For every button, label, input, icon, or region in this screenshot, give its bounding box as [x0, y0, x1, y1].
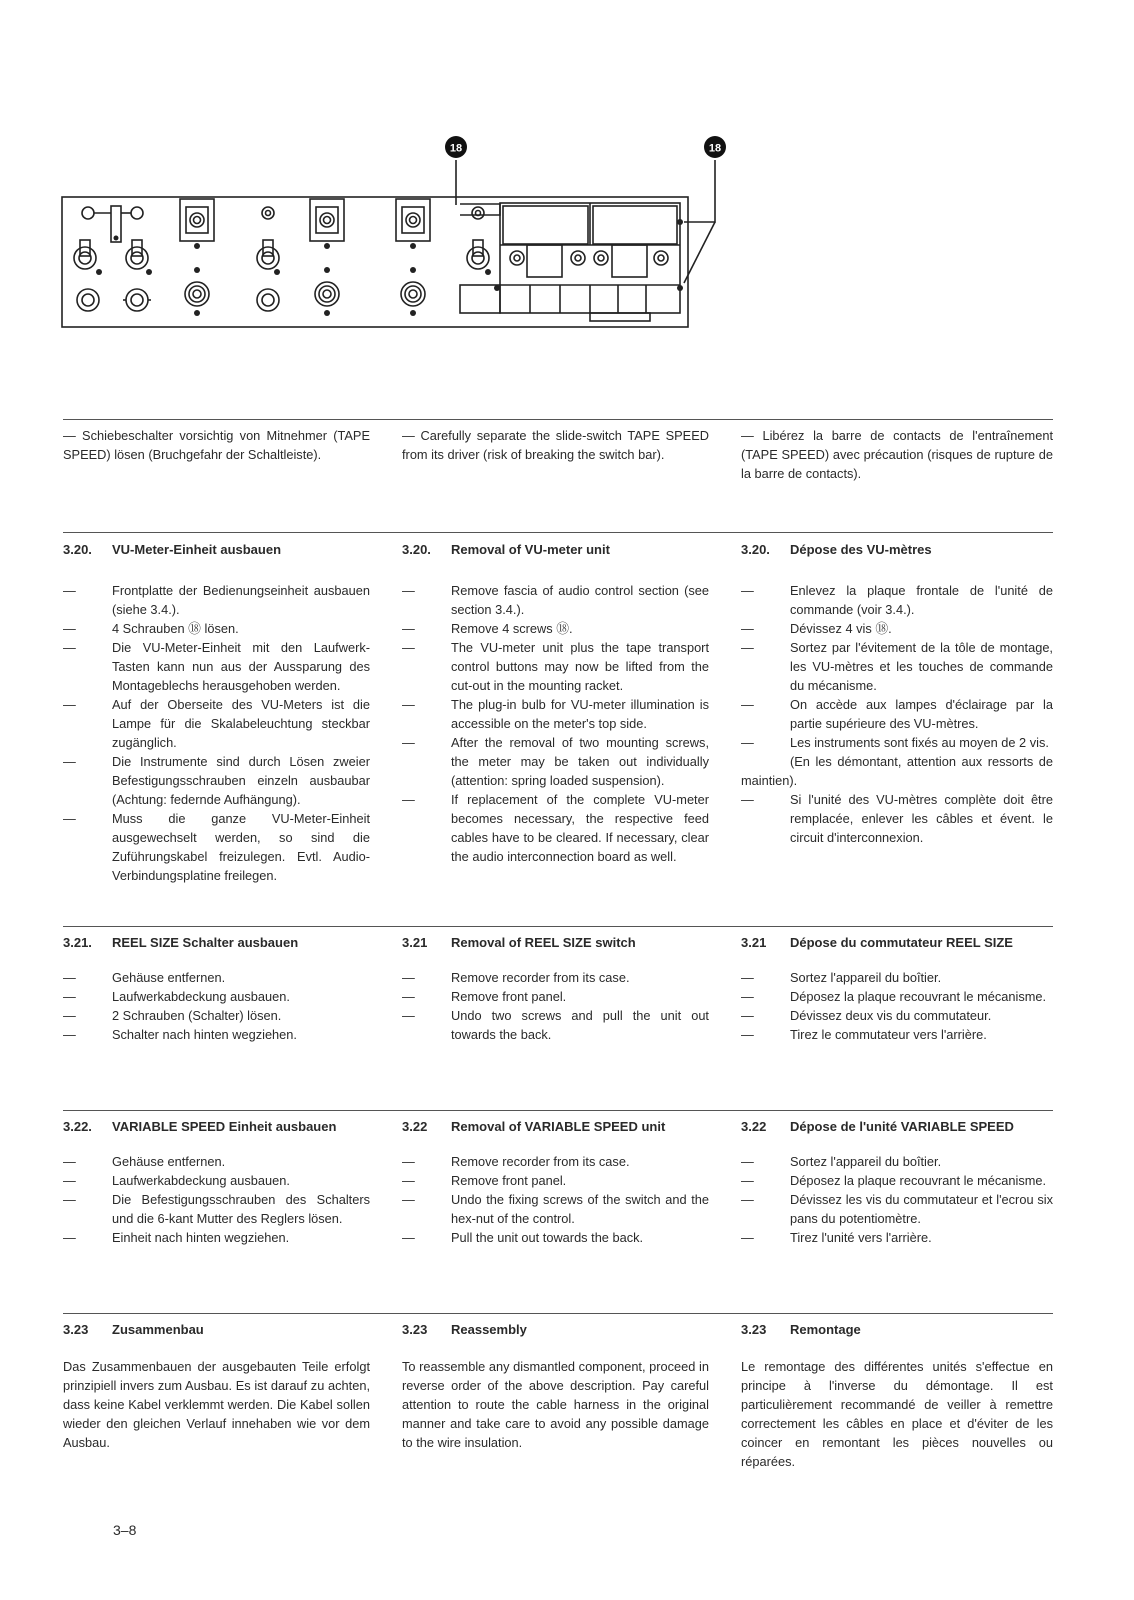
section-title: Removal of VU-meter unit [451, 542, 610, 557]
toggle-switch [126, 240, 148, 269]
section-title: VU-Meter-Einheit ausbauen [112, 542, 282, 557]
panel-outline [62, 197, 688, 327]
callout-18-left [445, 136, 467, 158]
divider [63, 1110, 1053, 1111]
intro-en: — Carefully separate the slide-switch TAPE SPEED from its driver (risk of breaking the switch bar). [402, 428, 709, 462]
note: (En les démontant, attention aux ressorts de maintien). [741, 754, 1053, 788]
intro-de: — Schiebeschalter vorsichtig von Mitnehmer (TAPE SPEED) lösen (Bruchgefahr der Schaltleiste). [63, 428, 370, 462]
section-text: To reassemble any dismantled component, proceed in reverse order of the above description. Pay careful attention to route the cable harness in the original manner and take care to avoid any possible damage to the wire insulation. [402, 1359, 709, 1450]
toggle-switch [467, 240, 489, 269]
section-title: Remontage [790, 1322, 861, 1337]
divider [63, 1313, 1053, 1314]
connector-socket [310, 199, 344, 241]
intro-section [63, 426, 1053, 483]
jack [185, 282, 209, 306]
callout-18-right [704, 136, 726, 158]
page-number: 3–8 [113, 1522, 137, 1538]
section-text: Le remontage des différentes unités s'effectue en principe à l'inverse du démontage. Il est particulièrement recommandé de veiller à remettre correctement les câbles en place et d'éviter de les coincer en remontant les pièces nouvelles ou réparées. [741, 1359, 1053, 1469]
section-3-22-en: 3.22 Removal of VARIABLE SPEED unit — Remove recorder from its case. — Remove front panel. — Undo the fixing screws of the switch and the hex-nut of the control. — Pull the unit out towards the back. [402, 1119, 709, 1245]
section-title: Dépose de l'unité VARIABLE SPEED [790, 1119, 1014, 1134]
divider [63, 532, 1053, 533]
intro-fr: — Libérez la barre de contacts de l'entraînement (TAPE SPEED) avec précaution (risques de rupture de la barre de contacts). [741, 428, 1053, 481]
connector-socket [396, 199, 430, 241]
section-title: VARIABLE SPEED Einheit ausbauen [112, 1119, 337, 1134]
section-3-21-en: 3.21 Removal of REEL SIZE switch — Remove recorder from its case. — Remove front panel. — Undo two screws and pull the unit out towards the back. [402, 935, 709, 1042]
section-3-21-de: 3.21. REEL SIZE Schalter ausbauen — Gehäuse entfernen. — Laufwerkabdeckung ausbauen. — 2 Schrauben (Schalter) lösen. — Schalter nach hinten wegziehen. [63, 935, 299, 1042]
panel-drawing [0, 0, 1134, 400]
divider [63, 926, 1053, 927]
section-title: Dépose du commutateur REEL SIZE [790, 935, 1013, 950]
jack [77, 289, 99, 311]
section-3-23 [63, 1320, 1053, 1471]
jack [315, 282, 339, 306]
jack [257, 289, 279, 311]
connector-socket [180, 199, 214, 241]
section-3-22-fr: 3.22 Dépose de l'unité VARIABLE SPEED — Sortez l'appareil du boîtier. — Déposez la plaque recouvrant le mécanisme. — Dévissez les vis du commutateur et l'ecrou six pans du potentiomètre. — Tirez l'unité vers l'arrière. [741, 1119, 1053, 1245]
section-3-23-fr: 3.23 Remontage Le remontage des différentes unités s'effectue en principe à l'inverse du démontage. Il est particulièrement recommandé de veiller à remettre correctement les câbles en place et d'éviter de les coincer en remontant les pièces nouvelles ou réparées. [741, 1322, 1053, 1469]
section-3-20-fr: 3.20. Dépose des VU-mètres — Enlevez la plaque frontale de l'unité de commande (voir 3.4.). — Dévissez 4 vis ⑱. — Sortez par l'évitement de la tôle de montage, les VU-mètres et les touches de commande du mécanisme. — On accède aux lampes d'éclairage par la partie supérieure des VU-mètres. — Les instruments sont fixés au moyen de 2 vis. (En les démontant, attention aux ressorts de maintien). — Si l'unité des VU-mètres complète doit être remplacée, enlever les câbles et évent. le circuit d'interconnexion. [741, 542, 1053, 845]
toggle-switch [257, 240, 279, 269]
toggle-switch [74, 240, 96, 269]
section-title: Zusammenbau [112, 1322, 204, 1337]
section-3-23-en: 3.23 Reassembly To reassemble any dismantled component, proceed in reverse order of the above description. Pay careful attention to route the cable harness in the original manner and take care to avoid any possible damage to the wire insulation. [402, 1322, 709, 1450]
lamp-circle [82, 207, 94, 219]
jack [401, 282, 425, 306]
section-title: Removal of VARIABLE SPEED unit [451, 1119, 666, 1134]
section-3-21 [63, 933, 1053, 1044]
section-3-20-en: 3.20. Removal of VU-meter unit — Remove fascia of audio control section (see section 3.4.). — Remove 4 screws ⑱. — The VU-meter unit plus the tape transport control buttons may now be lifted from the cut-out in the mounting racket. — The plug-in bulb for VU-meter illumination is accessible on the meter's top side. — After the removal of two mounting screws, the meter may be taken out individually (attention: spring loaded suspension). — If replacement of the complete VU-meter becomes necessary, the respective feed cables have to be cleared. If necessary, clear the audio interconnection board as well. [402, 542, 709, 864]
jack [123, 289, 151, 311]
svg-text:18: 18 [708, 142, 722, 155]
section-3-20-de: 3.20. VU-Meter-Einheit ausbauen — Frontplatte der Bedienungseinheit ausbauen (siehe 3.4.). — 4 Schrauben ⑱ lösen. — Die VU-Meter-Einheit mit den Laufwerk-Tasten kann nun aus der Aussparung des Montageblechs herausgehoben werden. — Auf der Oberseite des VU-Meters ist die Lampe für die Skalabeleuchtung steckbar zugänglich. — Die Instrumente sind durch Lösen zweier Befestigungsschrauben einzeln ausbaubar (Achtung: federnde Aufhängung). — Muss die ganze VU-Meter-Einheit ausgewechselt werden, so sind die Zuführungskabel freizulegen. Evtl. Audio-Verbindungsplatine freilegen. [63, 542, 370, 883]
section-title: Dépose des VU-mètres [790, 542, 932, 557]
section-3-22 [63, 1117, 1053, 1247]
svg-text:18: 18 [449, 142, 463, 155]
section-title: REEL SIZE Schalter ausbauen [112, 935, 299, 950]
lamp-circle [131, 207, 143, 219]
section-3-21-fr: 3.21 Dépose du commutateur REEL SIZE — Sortez l'appareil du boîtier. — Déposez la plaque recouvrant le mécanisme. — Dévissez deux vis du commutateur. — Tirez le commutateur vers l'arrière. [741, 935, 1047, 1042]
section-text: Das Zusammenbauen der ausgebauten Teile erfolgt prinzipiell invers zum Ausbau. Es ist darauf zu achten, dass keine Kabel verklemmt werden. Die Kabel sollen wieder den gleichen Verlauf innehaben wie vor dem Ausbau. [63, 1359, 370, 1450]
section-3-23-de: 3.23 Zusammenbau Das Zusammenbauen der ausgebauten Teile erfolgt prinzipiell invers zum Ausbau. Es ist darauf zu achten, dass keine Kabel verklemmt werden. Die Kabel sollen wieder den gleichen Verlauf innehaben wie vor dem Ausbau. [63, 1322, 370, 1450]
vu-meter-unit [460, 203, 680, 321]
divider [63, 419, 1053, 420]
section-title: Reassembly [451, 1322, 527, 1337]
section-3-20 [63, 540, 1053, 885]
section-title: Removal of REEL SIZE switch [451, 935, 636, 950]
section-3-22-de: 3.22. VARIABLE SPEED Einheit ausbauen — Gehäuse entfernen. — Laufwerkabdeckung ausbauen. — Die Befestigungsschrauben des Schalters und die 6-kant Mutter des Reglers lösen. — Einheit nach hinten wegziehen. [63, 1119, 370, 1245]
